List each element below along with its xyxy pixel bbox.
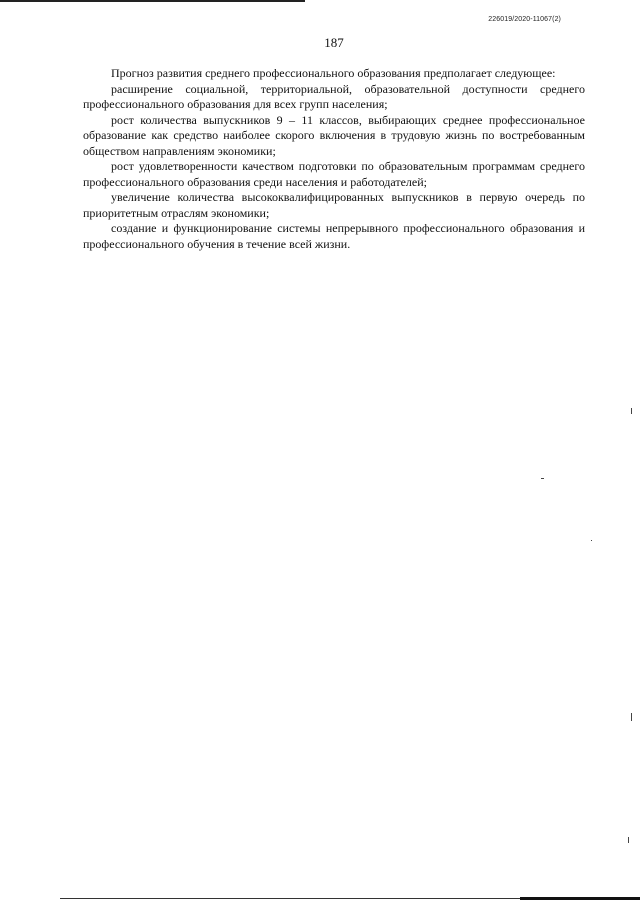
scan-speck bbox=[628, 837, 629, 843]
scan-speck bbox=[631, 713, 632, 721]
scan-speck bbox=[591, 540, 592, 541]
scan-speck bbox=[541, 478, 544, 479]
page-number: 187 bbox=[324, 35, 344, 50]
paragraph-satisfaction: рост удовлетворенности качеством подготовки по образовательным программам среднего профессионального образования среди населения и работодателей; bbox=[83, 159, 585, 189]
scan-speck bbox=[631, 408, 632, 414]
paragraph-intro: Прогноз развития среднего профессионального образования предполагает следующее: bbox=[111, 66, 556, 80]
scan-bottom-edge-shadow bbox=[520, 897, 640, 900]
paragraph-lifelong-learning: создание и функционирование системы непрерывного профессионального образования и профессионального обучения в течение всей жизни. bbox=[83, 221, 585, 251]
paragraph-qualified-graduates: увеличение количества высококвалифицированных выпускников в первую очередь по приоритетным отраслям экономики; bbox=[83, 190, 585, 220]
paragraph-accessibility: расширение социальной, территориальной, образовательной доступности среднего профессионального образования для всех групп населения; bbox=[83, 81, 585, 111]
paragraph-graduates-growth: рост количества выпускников 9 – 11 классов, выбирающих среднее профессиональное образование как средство наиболее скорого включения в трудовую жизнь по востребованным обществом направлениям экономики; bbox=[83, 112, 585, 158]
document-body bbox=[83, 66, 585, 252]
scan-top-edge-line bbox=[0, 0, 305, 2]
document-registration-number: 226019/2020-11067(2) bbox=[488, 16, 561, 23]
